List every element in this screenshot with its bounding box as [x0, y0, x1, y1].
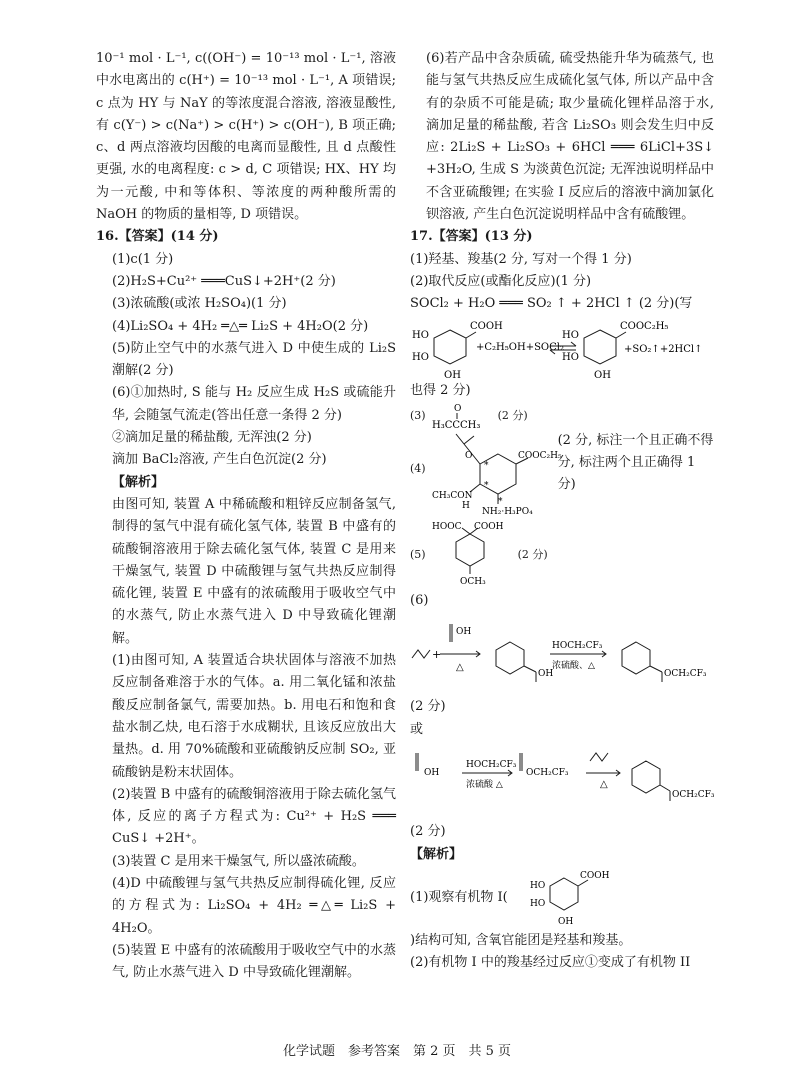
ho-label-5: HO [529, 880, 545, 891]
answer-6-score: (2 分) [410, 699, 446, 715]
cooh-label-2: COOH [473, 521, 504, 532]
ho-label-6: HO [529, 898, 545, 909]
q16-analysis-3: (3)装置 C 是用来干燥氢气, 所以盛浓硫酸。 [112, 853, 365, 869]
left-column [96, 48, 396, 984]
q16-answer-4: (4)Li₂SO₄ + 4H₂ ═△═ Li₂S + 4H₂O(2 分) [112, 318, 369, 334]
cooc2h5-label: COOC₂H₅ [620, 320, 669, 332]
ho-label-3: HO [562, 329, 579, 341]
q17-analysis-2: (2)有机物 I 中的羧基经过反应①变成了有机物 II [410, 955, 691, 971]
oh-label-4: OH [538, 669, 554, 680]
compound-i-structure [514, 866, 614, 930]
cooh-label-3: COOH [579, 870, 610, 881]
q17-answer-3 [410, 402, 714, 430]
h-label: H [461, 500, 470, 511]
q16-analysis-title: 【解析】 [112, 474, 165, 490]
ester-label-2: OCH₂CF₃ [526, 768, 569, 779]
analysis-1-start: (1)观察有机物 I( [410, 889, 508, 905]
q16-answer-2: (2)H₂S+Cu²⁺ ═══CuS↓+2H⁺(2 分) [112, 273, 336, 289]
q16-analysis-5: (5)装置 E 中盛有的浓硫酸用于吸收空气中的水蒸气, 防止水蒸气进入 D 中导致硫化锂潮解。 [112, 942, 396, 981]
oh-label-2: OH [594, 369, 611, 381]
q17-answer-2-equation: SOCl₂ + H₂O ═══ SO₂ ↑ + 2HCl ↑ (2 分)(写 [410, 296, 693, 312]
ho-label-4: HO [562, 351, 579, 363]
delta-2: △ [600, 779, 608, 791]
ketone-label: H₃CCCH₃ [431, 419, 481, 431]
q16-answer-5: (5)防止空气中的水蒸气进入 D 中使生成的 Li₂S潮解(2 分) [112, 340, 396, 379]
nh2-label: NH₂·H₃PO₄ [481, 506, 533, 517]
och3-label: OCH₃ [459, 576, 486, 587]
q17-answer-5 [410, 520, 714, 590]
q16-analysis-4: (4)D 中硫酸锂与氢气共热反应制得硫化锂, 反应的方程式为: Li₂SO₄ + 4H₂ ═△═ Li₂S + 4H₂O。 [112, 875, 396, 936]
ch3con-label: CH₃CON [431, 490, 473, 501]
cooc2h5-label-2: COOC₂H₅ [517, 450, 562, 461]
esterification-figure [410, 316, 714, 380]
q17-answer-title: 17.【答案】(13 分) [410, 229, 533, 245]
q16-analysis-1: (1)由图可知, A 装置适合块状固体与溶液不加热反应制备难溶于水的气体。a. 用二氧化锰和浓盐酸反应制备氯气, 需要加热。b. 用电石和饱和食盐水制乙炔, 电石溶于水成糊状, 且该反应放出大量热。d. 用 70%硫酸和亚硫酸钠反应制 SO₂, 亚硫酸钠是粉末状固体。 [112, 653, 396, 780]
q16-analysis-2: (2)装置 B 中盛有的硫酸铜溶液用于除去硫化氢气体, 反应的离子方程式为: Cu²⁺ + H₂S ═══ CuS↓ +2H⁺。 [112, 786, 396, 847]
answer-6-score-2: (2 分) [410, 824, 446, 840]
q16-answer-6b: ②滴加足量的稀盐酸, 无浑浊(2 分) [112, 430, 312, 446]
right-column [410, 48, 714, 975]
ester-label-3: OCH₂CF₃ [672, 790, 715, 801]
answer-3-label: (3) [410, 408, 426, 422]
synthesis-route-2 [410, 741, 714, 813]
oh-label-1: OH [444, 369, 461, 381]
answer-6-label: (6) [410, 592, 429, 608]
delta-1: △ [456, 662, 464, 674]
q16-answer-6c: 滴加 BaCl₂溶液, 产生白色沉淀(2 分) [112, 452, 327, 468]
q15-explanation-end: 10⁻¹ mol · L⁻¹, c((OH⁻) = 10⁻¹³ mol · L⁻¹, 溶液中水电离出的 c(H⁺) = 10⁻¹³ mol · L⁻¹, A 项错误; c 点为 HY 与 NaY 的等浓度混合溶液, 溶液显酸性, 有 c(Y⁻) > c(Na⁺) > c(H⁺) > c(OH⁻), B 项正确; c、d 两点溶液均因酸的电离而显酸性, 且 d 点酸性更强, 水的电离程度: c > d, C 项错误; HX、HY 均为一元酸, 中和等体积、等浓度的两种酸所需的 NaOH 的物质的量相等, D 项错误。 [96, 51, 396, 223]
reagent-label-4: 浓硫酸 △ [466, 780, 503, 791]
reagent-label-2: 浓硫酸、△ [552, 661, 595, 672]
esterification-structures [410, 316, 710, 380]
q16-analysis-intro: 由图可知, 装置 A 中稀硫酸和粗锌反应制备氢气, 制得的氢气中混有硫化氢气体, 装置 B 中盛有的硫酸铜溶液用于除去硫化氢气体, 装置 C 是用来干燥氢气, 装置 D 中硫酸锂与氢气共热反应制得硫化锂, 装置 E 中盛有的浓硫酸用于吸收空气中的水蒸气, 防止水蒸气进入 D 中导致硫化锂潮解。 [112, 496, 396, 646]
chiral-star-2: * [483, 480, 489, 491]
page-footer: 化学试题 参考答案 第 2 页 共 5 页 [282, 1044, 512, 1059]
oh-label-3: OH [456, 627, 472, 638]
acetone-structure [432, 402, 492, 430]
plus-sign: + [432, 648, 442, 662]
chiral-star-3: * [497, 496, 503, 507]
q16-answer-3: (3)浓硫酸(或浓 H₂SO₄)(1 分) [112, 296, 287, 312]
reagent-label-3: HOCH₂CF₃ [466, 760, 517, 771]
o-label: O [453, 403, 461, 414]
q16-answer-1: (1)c(1 分) [112, 251, 174, 267]
ho-label-1: HO [412, 329, 429, 341]
answer-3-score: (2 分) [497, 408, 528, 422]
ester-label-1: OCH₂CF₃ [664, 669, 707, 680]
synthesis-route-1 [410, 612, 714, 688]
q16-answer-6: (6)①加热时, S 能与 H₂ 反应生成 H₂S 或硫能升华, 会随氢气流走(答出任意一条得 2 分) [112, 385, 396, 423]
answer-4-score: (2 分, 标注一个且正确不得分, 标注两个且正确得 1 分) [557, 432, 714, 492]
answer-5-score: (2 分) [517, 547, 548, 561]
hooc-label: HOOC [431, 521, 462, 532]
oh-label-6: OH [557, 916, 573, 927]
q16-answer-title: 16.【答案】(14 分) [96, 229, 219, 245]
answer-5-label: (5) [410, 547, 426, 561]
reagents-mid: +C₂H₅OH+SOCl₂ [476, 341, 564, 353]
reagent-label-1: HOCH₂CF₃ [552, 641, 603, 652]
chiral-star-1: * [483, 460, 489, 471]
cyclohexane-diacid-structure [432, 520, 512, 590]
products-right: +SO₂↑+2HCl↑ [624, 343, 703, 355]
analysis-1-end: )结构可知, 含氧官能团是羟基和羧基。 [410, 932, 632, 948]
o-ether-label: O [464, 450, 472, 461]
q17-answer-1: (1)羟基、羧基(2 分, 写对一个得 1 分) [410, 251, 632, 267]
oseltamivir-structure [431, 430, 562, 520]
cooh-label: COOH [470, 320, 503, 332]
q17-answer-4 [410, 430, 714, 520]
q17-answer-2-end: 也得 2 分) [410, 382, 471, 398]
or-label: 或 [410, 721, 424, 737]
q17-analysis-title: 【解析】 [410, 846, 463, 862]
q17-analysis-1 [410, 866, 714, 930]
answer-4-label: (4) [410, 461, 426, 475]
oh-label-5: OH [424, 768, 440, 779]
q17-answer-2: (2)取代反应(或酯化反应)(1 分) [410, 273, 592, 289]
q16-analysis-6: (6)若产品中含杂质硫, 硫受热能升华为硫蒸气, 也能与氢气共热反应生成硫化氢气体, 所以产品中含有的杂质不可能是硫; 取少量硫化锂样品溶于水, 滴加足量的稀盐酸, 若含 Li₂SO₃ 则会发生归中反应: 2Li₂S + Li₂SO₃ + 6HCl ═══ 6LiCl+3S↓ +3H₂O, 生成 S 为淡黄色沉淀; 无浑浊说明样品中不含亚硫酸锂; 在实验 I 反应后的溶液中滴加氯化钡溶液, 产生白色沉淀说明样品中含有硫酸锂。 [426, 51, 714, 223]
ho-label-2: HO [412, 351, 429, 363]
